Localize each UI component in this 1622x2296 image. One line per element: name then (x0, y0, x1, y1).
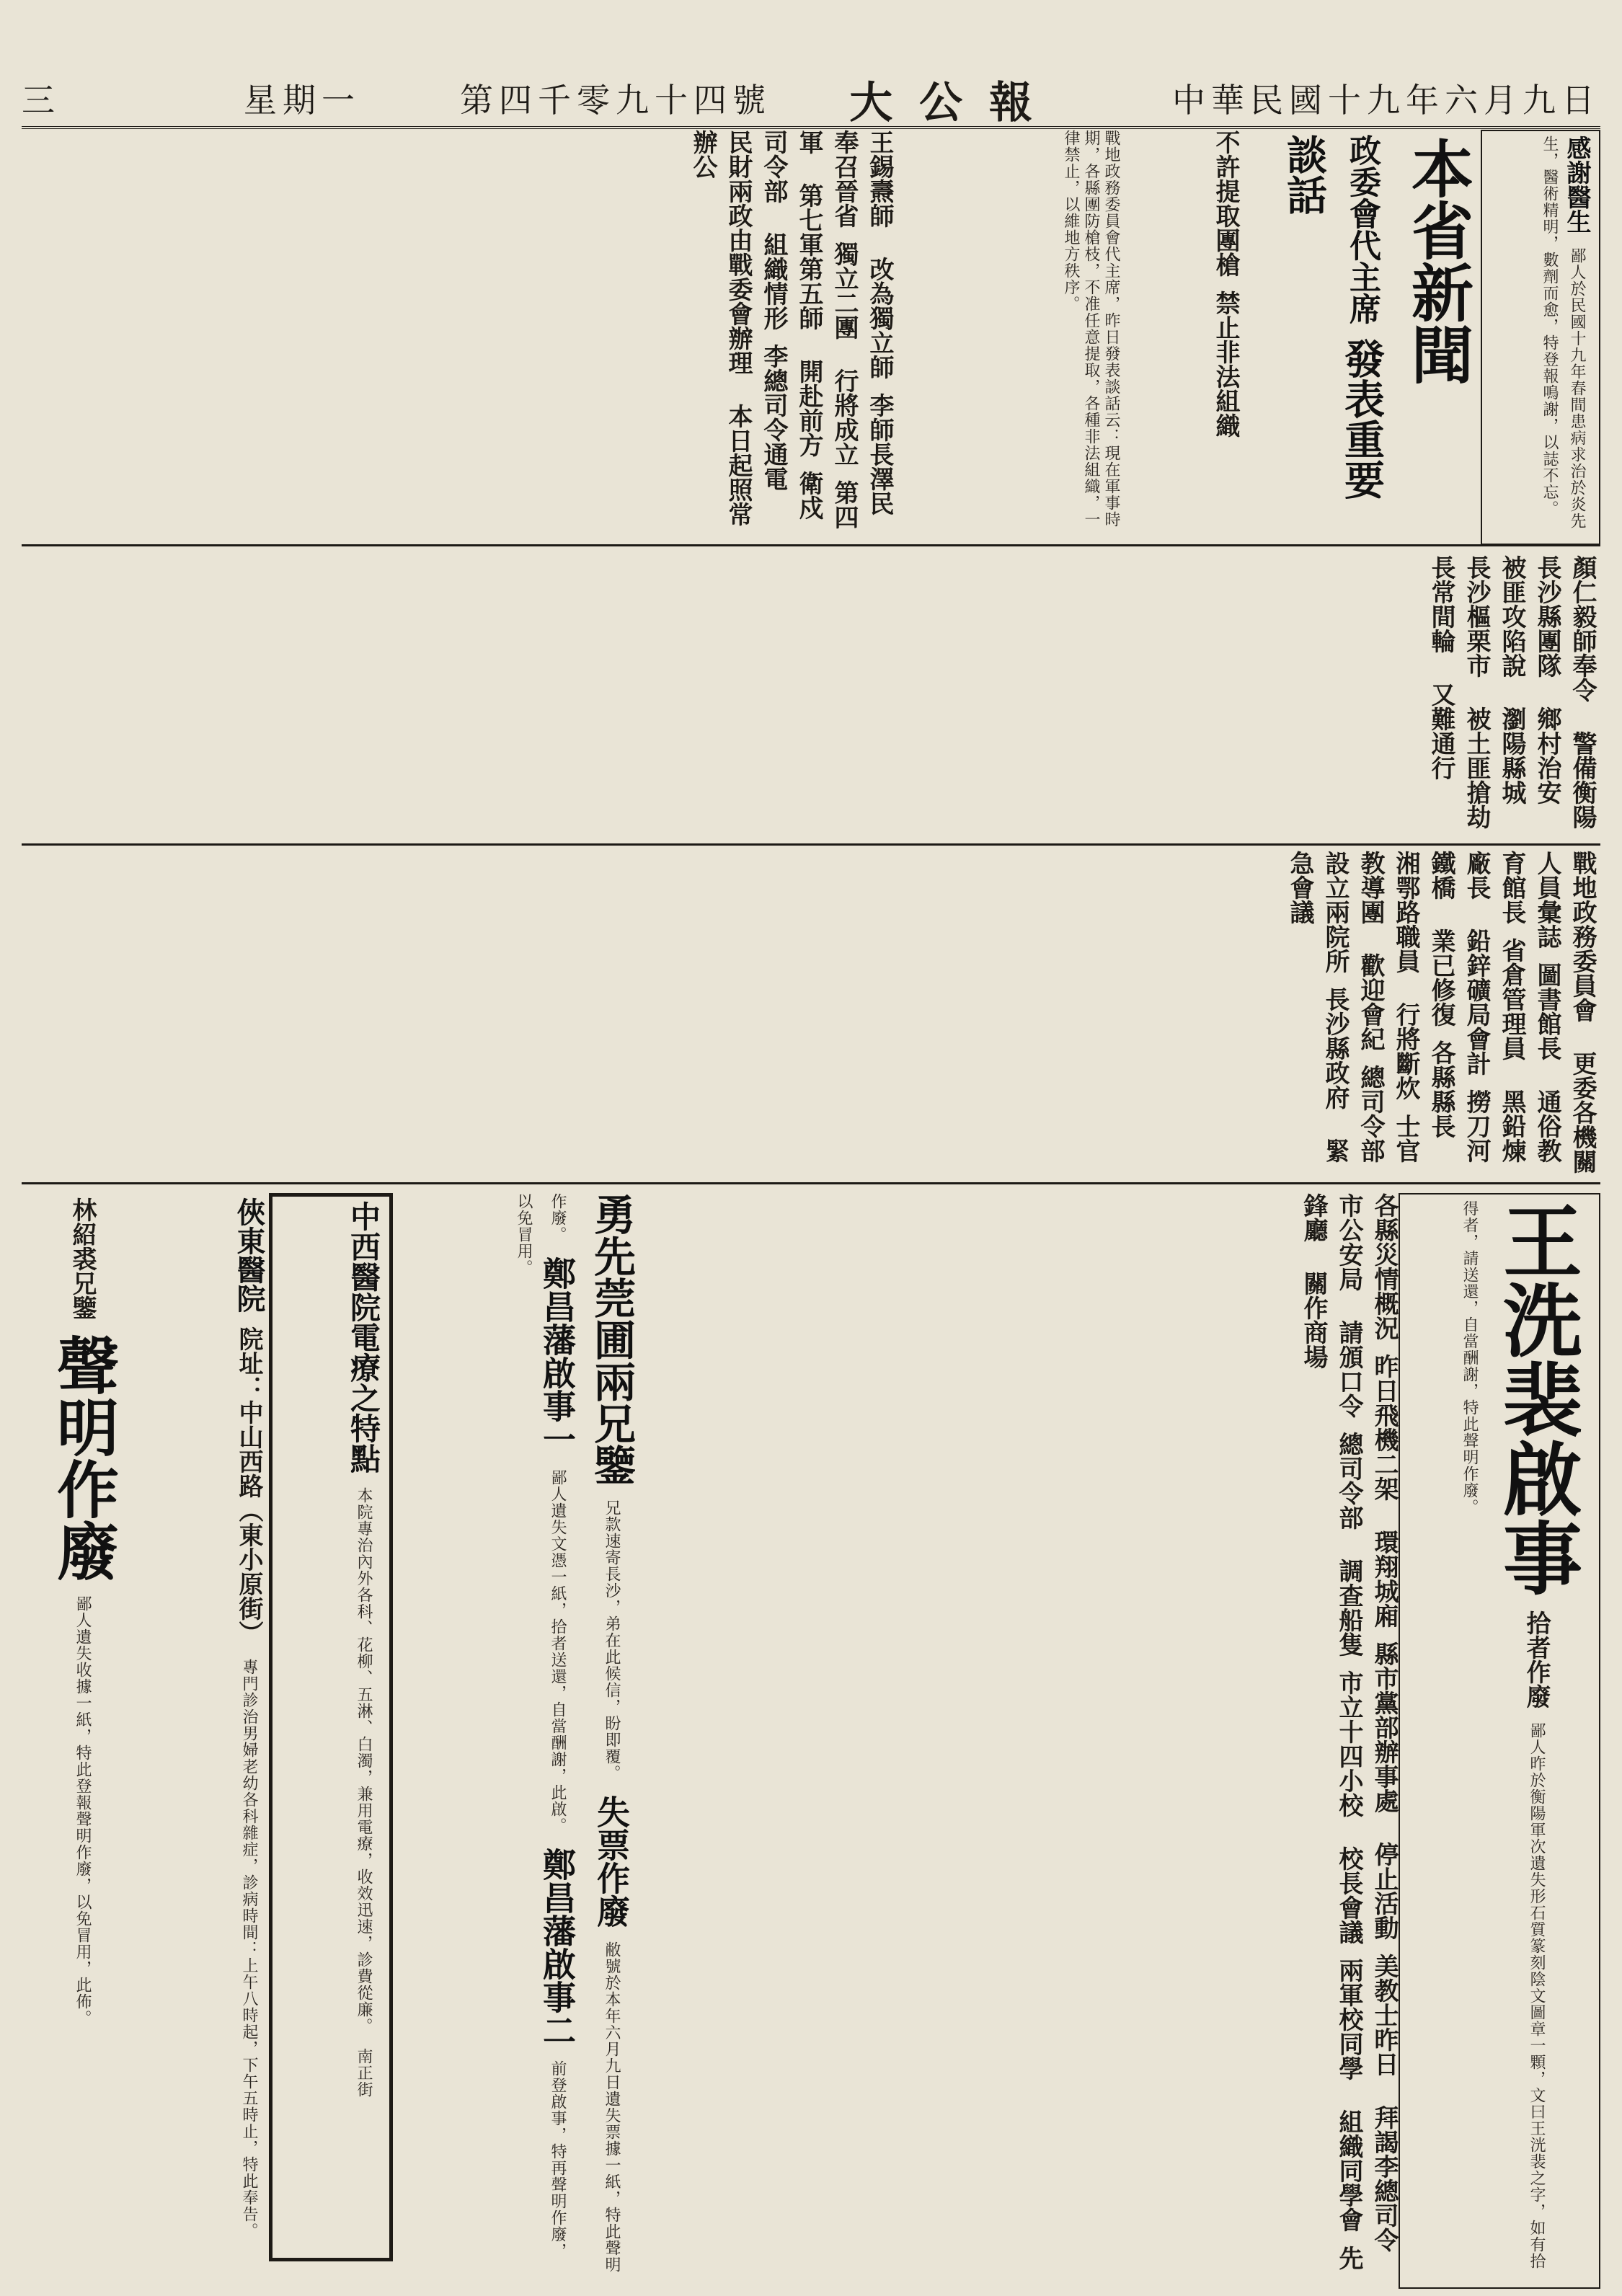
divider (22, 843, 1600, 846)
column-headline: 長沙樞栗市 被土匪搶劫 (1462, 555, 1491, 829)
wang-notice (1399, 1193, 1600, 2289)
thanks-notice (1481, 130, 1600, 545)
column-headline: 市公安局 請頒口令 (1334, 1193, 1363, 1418)
left-notice (22, 1193, 131, 2283)
left-notice-title: 林紹裘兄鑒 (68, 1197, 97, 1320)
column-headline: 圖書館長 通俗教育館長 (1497, 851, 1561, 1163)
column-headline: 市立十四小校 校長會議 (1334, 1670, 1363, 1944)
divider (22, 544, 1600, 546)
main-subhead-2: 禁止非法組織 (1211, 291, 1240, 438)
divider (22, 1182, 1600, 1184)
column-headline: 李師長澤民 奉召晉省 (830, 130, 894, 515)
column-headline: 兩軍校同學 組織同學會 (1334, 1958, 1363, 2232)
page-number: 三 (22, 81, 61, 120)
column-headline: 獨立二團 行將成立 (830, 241, 859, 466)
column-headline: 昨日飛機二架 環翔城廂 (1370, 1354, 1399, 1628)
lost-notice-body: 兄款速寄長沙，弟在此候信，盼即覆。 (603, 1499, 621, 1781)
column-headline: 李總司令通電 民財兩政由戰委會辦理 本日起照常辦公 (688, 130, 788, 526)
column-headline: 撈刀河鐵橋 業已修復 (1427, 851, 1491, 1163)
column-headline: 戰地政務委員會 更委各機關人員彙誌 (1533, 851, 1597, 1174)
column-headline: 湘鄂路職員 行將斷炊 (1391, 851, 1420, 1100)
lost-notice-title: 勇先莞圃兩兄鑒 (587, 1193, 636, 1486)
column-headline: 省倉管理員 黑鉛煉廠長 鉛鋅礦局會計 (1462, 851, 1526, 1163)
masthead (22, 68, 1600, 129)
hospital-address: 院址：中山西路（東小原街） (234, 1326, 263, 1645)
wang-headline: 王洗裴啟事 (1490, 1200, 1583, 1597)
main-headline-2: 發表重要談話 (1280, 134, 1386, 500)
column-headline: 顏仁毅師奉令 警備衡陽 (1568, 555, 1597, 829)
lost-notice-body: 前登啟事，特再聲明作廢，以免冒用。 (515, 1193, 567, 2259)
column-headline: 長常間輪 又難通行 (1427, 555, 1455, 780)
big-notice: 聲明作廢 (46, 1334, 119, 1582)
lost-notice-body: 敝號於本年六月九日遺失票據一紙，特此聲明作廢。 (549, 1193, 621, 2273)
hospital-body: 專門診治男婦老幼各科雜症，診病時間：上午八時起，下午五時止，特此奉告。 (240, 1659, 258, 2239)
left-notice-body: 鄙人遺失收據一紙，特此登報聲明作廢，以免冒用，此佈。 (74, 1595, 92, 2026)
column-headline: 士官教導團 歡迎會紀 (1356, 851, 1420, 1163)
lost-notice-title: 鄭昌藩啟事一 (538, 1256, 577, 1455)
column-headline: 美教士昨日 拜謁李總司令 (1370, 1954, 1399, 2252)
middle-columns-2 (22, 851, 1600, 1175)
column-headline: 第四軍 第七軍第五師 開赴前方 (794, 130, 859, 529)
issue-number: 第四千零九十四號 (460, 81, 771, 120)
column-headline: 衛戍司令部 組織情形 (759, 130, 823, 520)
thanks-notice-head: 感謝醫生 (1562, 136, 1591, 234)
main-article (1242, 130, 1395, 542)
newspaper-page (22, 130, 1600, 2278)
column-headline: 王錫燾師 改為獨立師 (865, 130, 894, 379)
main-subheads (1128, 130, 1244, 533)
hospital-ad (121, 1193, 274, 2283)
lower-columns (652, 1193, 1402, 2274)
column-headline: 先鋒廳 關作商場 (1299, 1193, 1363, 2270)
wang-body: 鄙人昨於衡陽軍次遺失形石質篆刻陰文圖章一顆，文曰王洸裴之字，如有拾得者，請送還，自當酬謝，特此聲明作廢。 (1461, 1200, 1546, 2269)
clinic-address: 南正街 (355, 2048, 373, 2098)
clinic-ad (269, 1193, 393, 2261)
upper-columns (22, 130, 898, 533)
lost-notice-body: 鄙人遺失文憑一紙，拾者送還，自當酬謝，此啟。 (549, 1469, 567, 1834)
weekday: 星期一 (244, 81, 360, 120)
column-headline: 總司令部 調查船隻 (1334, 1432, 1363, 1657)
lost-notices (404, 1193, 642, 2274)
column-headline: 長沙縣政府 緊急會議 (1285, 851, 1350, 1163)
column-headline: 縣市黨部辦事處 停止活動 (1370, 1641, 1399, 1940)
clinic-body: 本院專治內外各科、花柳、五淋、白濁，兼用電療，收效迅速，診費從廉。 (355, 1487, 373, 2034)
column-headline: 各縣災情概況 (1370, 1193, 1399, 1340)
hospital-name: 俠東醫院 (232, 1197, 266, 1313)
main-article-body: 戰地政務委員會代主席，昨日發表談話云：現在軍事時期，各縣團防槍枝，不准任意提取，各種非法組織，一律禁止，以維地方秩序。 (1062, 130, 1120, 528)
column-headline: 長沙縣團隊 鄉村治安 (1533, 555, 1561, 805)
wang-sub: 拾者作廢 (1522, 1610, 1551, 1708)
thanks-notice-body: 鄙人於民國十九年春間患病求治於炎先生，醫術精明，數劑而愈，特登報鳴謝，以誌不忘。 (1541, 136, 1586, 529)
lost-notice-title: 失票作廢 (592, 1795, 631, 1928)
column-headline: 被匪攻陷說 瀏陽縣城 (1497, 555, 1526, 805)
column-headline: 總司令部 設立兩院所 (1321, 851, 1385, 1163)
main-headline-1: 政委會代主席 (1344, 134, 1381, 324)
masthead-date: 中華民國十九年六月九日 (1172, 81, 1600, 120)
section-title: 本省新聞 (1401, 137, 1473, 385)
lost-notice-title: 鄭昌藩啟事二 (538, 1848, 577, 2047)
main-subhead-1: 不許提取團槍 (1211, 130, 1240, 277)
middle-columns-1 (22, 555, 1600, 836)
clinic-title: 中西醫院電療之特點 (346, 1201, 381, 1473)
paper-name: 大 公 報 (849, 78, 1038, 128)
column-headline: 各縣縣長 (1427, 1040, 1455, 1138)
